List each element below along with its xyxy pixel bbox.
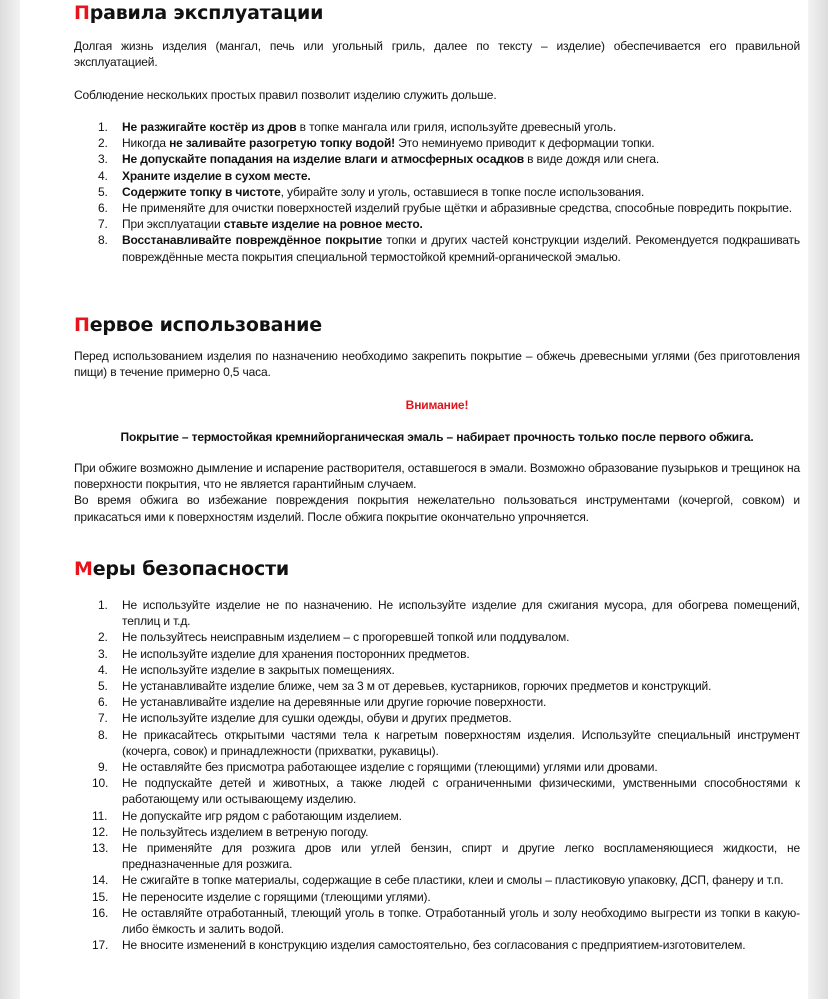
warning-text: Покрытие – термостойкая кремнийорганическая эмаль – набирает прочность только после первого обжига.: [120, 430, 754, 444]
attention-label: Внимание!: [405, 398, 469, 412]
list-text: Никогда: [122, 136, 170, 151]
usage-intro-paragraph: Долгая жизнь изделия (мангал, печь или угольный гриль, далее по тексту – изделие) обеспечивается его правильной эксплуатацией.: [74, 39, 800, 70]
list-text: Не устанавливайте изделие ближе, чем за 3 м от деревьев, кустарников, горючих предметов и конструкций.: [122, 679, 712, 694]
list-text: Не прикасайтесь открытыми частями тела к нагретым поверхностям изделия. Используйте специальный инструмент (кочерга, совок) и принадлежности (прихватки, рукавицы).: [122, 727, 800, 758]
list-number: 2.: [98, 630, 108, 645]
list-number: 9.: [98, 760, 108, 775]
heading-initial: М: [74, 558, 93, 580]
list-text: Не используйте изделие для сушки одежды, обуви и других предметов.: [122, 711, 512, 726]
heading-initial: П: [74, 2, 90, 24]
first-use-paragraph: Перед использованием изделия по назначению необходимо закрепить покрытие – обжечь древесными углями (без приготовления пищи) в течение примерно 0,5 часа.: [74, 349, 800, 380]
usage-rules-list: [74, 119, 800, 265]
list-text: Не оставляйте без присмотра работающее изделие с горящими (тлеющими) углями или дровами.: [122, 760, 658, 775]
list-number: 1.: [98, 120, 108, 134]
list-item: [74, 889, 800, 905]
list-text: Не устанавливайте изделие на деревянные или другие горючие поверхности.: [122, 695, 547, 710]
list-item: [74, 694, 800, 710]
list-number: 14.: [92, 873, 109, 888]
emphasis: не заливайте разогретую топку водой!: [169, 136, 396, 151]
list-item: [74, 727, 800, 759]
list-item: [74, 824, 800, 840]
list-text: в виде дождя или снега.: [523, 152, 660, 167]
heading-first-use: [74, 313, 800, 337]
emphasis: Не разжигайте костёр из дров: [122, 120, 297, 134]
list-text: Не сжигайте в топке материалы, содержащие в себе пластики, клеи и смолы – пластиковую упаковку, ДСП, фанеру и т.п.: [122, 873, 784, 888]
list-item: [74, 597, 800, 629]
list-number: 5.: [98, 679, 108, 694]
list-text: Это неминуемо приводит к деформации топки.: [395, 136, 655, 151]
emphasis: Храните изделие в сухом месте.: [122, 168, 311, 183]
list-item: [74, 629, 800, 645]
emphasis: Не допускайте попадания на изделие влаги и атмосферных осадков: [122, 152, 524, 167]
list-number: 5.: [98, 184, 108, 199]
document-page: [20, 0, 808, 999]
emphasis: Содержите топку в чистоте: [122, 184, 281, 199]
list-text: топки и других частей конструкции изделий. Рекомендуется подкрашивать повреждённые места покрытия специальной термостойкой кремний-органической эмалью.: [122, 233, 801, 264]
list-text: Не используйте изделие не по назначению. Не используйте изделие для сжигания мусора, для обогрева помещений, теплиц и т.д.: [122, 598, 800, 629]
list-item: [74, 662, 800, 678]
heading-text: равила эксплуатации: [89, 2, 324, 24]
list-number: 4.: [98, 168, 108, 183]
heading-safety: [74, 557, 800, 581]
list-number: 10.: [92, 776, 109, 791]
list-text: , убирайте золу и уголь, оставшиеся в топке после использования.: [280, 184, 645, 199]
list-text: в топке мангала или гриля, используйте древесный уголь.: [296, 120, 617, 134]
list-number: 11.: [92, 808, 108, 823]
first-use-paragraph-3: Во время обжига во избежание повреждения покрытия нежелательно пользоваться инструментами (кочергой, совком) и прикасаться ими к поверхностям изделий. После обжига покрытие окончательно упрочняется.: [74, 493, 800, 524]
list-number: 17.: [92, 938, 109, 953]
list-item: [74, 808, 800, 824]
section-first-use: [74, 313, 800, 337]
list-text: Не переносите изделие с горящими (тлеющими углями).: [122, 889, 431, 904]
list-text: Не используйте изделие в закрытых помещениях.: [122, 662, 395, 677]
list-item: [74, 775, 800, 807]
list-number: 7.: [98, 711, 108, 726]
heading-usage-rules: [74, 1, 800, 25]
list-item: [74, 135, 800, 151]
list-text: Не пользуйтесь неисправным изделием – с прогоревшей топкой или поддувалом.: [122, 630, 570, 645]
list-number: 8.: [98, 727, 108, 742]
section-safety: [74, 557, 800, 581]
list-item: [74, 872, 800, 888]
list-item: [74, 905, 800, 937]
list-number: 7.: [98, 217, 108, 232]
list-number: 15.: [92, 889, 109, 904]
list-number: 3.: [98, 152, 108, 167]
list-item: [74, 759, 800, 775]
list-text: Не допускайте игр рядом с работающим изделием.: [122, 808, 402, 823]
safety-rules-list: [74, 597, 800, 953]
list-item: [74, 840, 800, 872]
list-item: [74, 119, 800, 135]
list-text: Не применяйте для розжига дров или углей бензин, спирт и другие легко воспламеняющиеся жидкости, не предназначенные для розжига.: [122, 841, 800, 872]
list-text: Не оставляйте отработанный, тлеющий уголь в топке. Отработанный уголь и золу необходимо выгрести из топки в какую-либо ёмкость и залить водой.: [122, 905, 800, 937]
list-number: 1.: [98, 598, 108, 612]
list-number: 3.: [98, 646, 108, 661]
heading-text: еры безопасности: [92, 558, 290, 580]
list-item: [74, 646, 800, 662]
list-text: Не пользуйтесь изделием в ветреную погоду.: [122, 824, 369, 839]
list-number: 4.: [98, 662, 108, 677]
list-number: 13.: [92, 841, 109, 856]
list-item: [74, 184, 800, 200]
list-number: 8.: [98, 233, 108, 248]
list-number: 12.: [92, 824, 109, 839]
list-text: При эксплуатации: [122, 217, 224, 232]
list-item: [74, 937, 800, 953]
usage-intro-paragraph-2: Соблюдение нескольких простых правил позволит изделию служить дольше.: [74, 88, 497, 102]
list-item: [74, 151, 800, 167]
section-usage-rules: [74, 1, 800, 25]
emphasis: ставьте изделие на ровное место.: [223, 217, 423, 232]
list-text: Не применяйте для очистки поверхностей изделий грубые щётки и абразивные средства, способные повредить покрытие.: [122, 201, 792, 216]
list-item: [74, 168, 800, 184]
list-item: [74, 216, 800, 232]
list-number: 6.: [98, 201, 108, 216]
first-use-paragraph-2: При обжиге возможно дымление и испарение растворителя, оставшегося в эмали. Возможно образование пузырьков и трещинок на поверхности покрытия, что не является гарантийным случаем.: [74, 461, 800, 492]
list-number: 2.: [98, 136, 108, 151]
heading-initial: П: [74, 314, 90, 336]
list-text: Не подпускайте детей и животных, а также людей с ограниченными физическими, умственными способностями к работающему или остывающему изделию.: [122, 776, 800, 807]
list-item: [74, 200, 800, 216]
heading-text: ервое использование: [89, 314, 322, 336]
list-number: 6.: [98, 695, 108, 710]
list-item: [74, 710, 800, 726]
list-item: [74, 232, 800, 264]
list-text: Не используйте изделие для хранения посторонних предметов.: [122, 646, 470, 661]
list-number: 16.: [92, 905, 109, 920]
list-item: [74, 678, 800, 694]
list-text: Не вносите изменений в конструкцию изделия самостоятельно, без согласования с предприятием-изготовителем.: [122, 938, 746, 953]
emphasis: Восстанавливайте повреждённое покрытие: [122, 233, 383, 248]
